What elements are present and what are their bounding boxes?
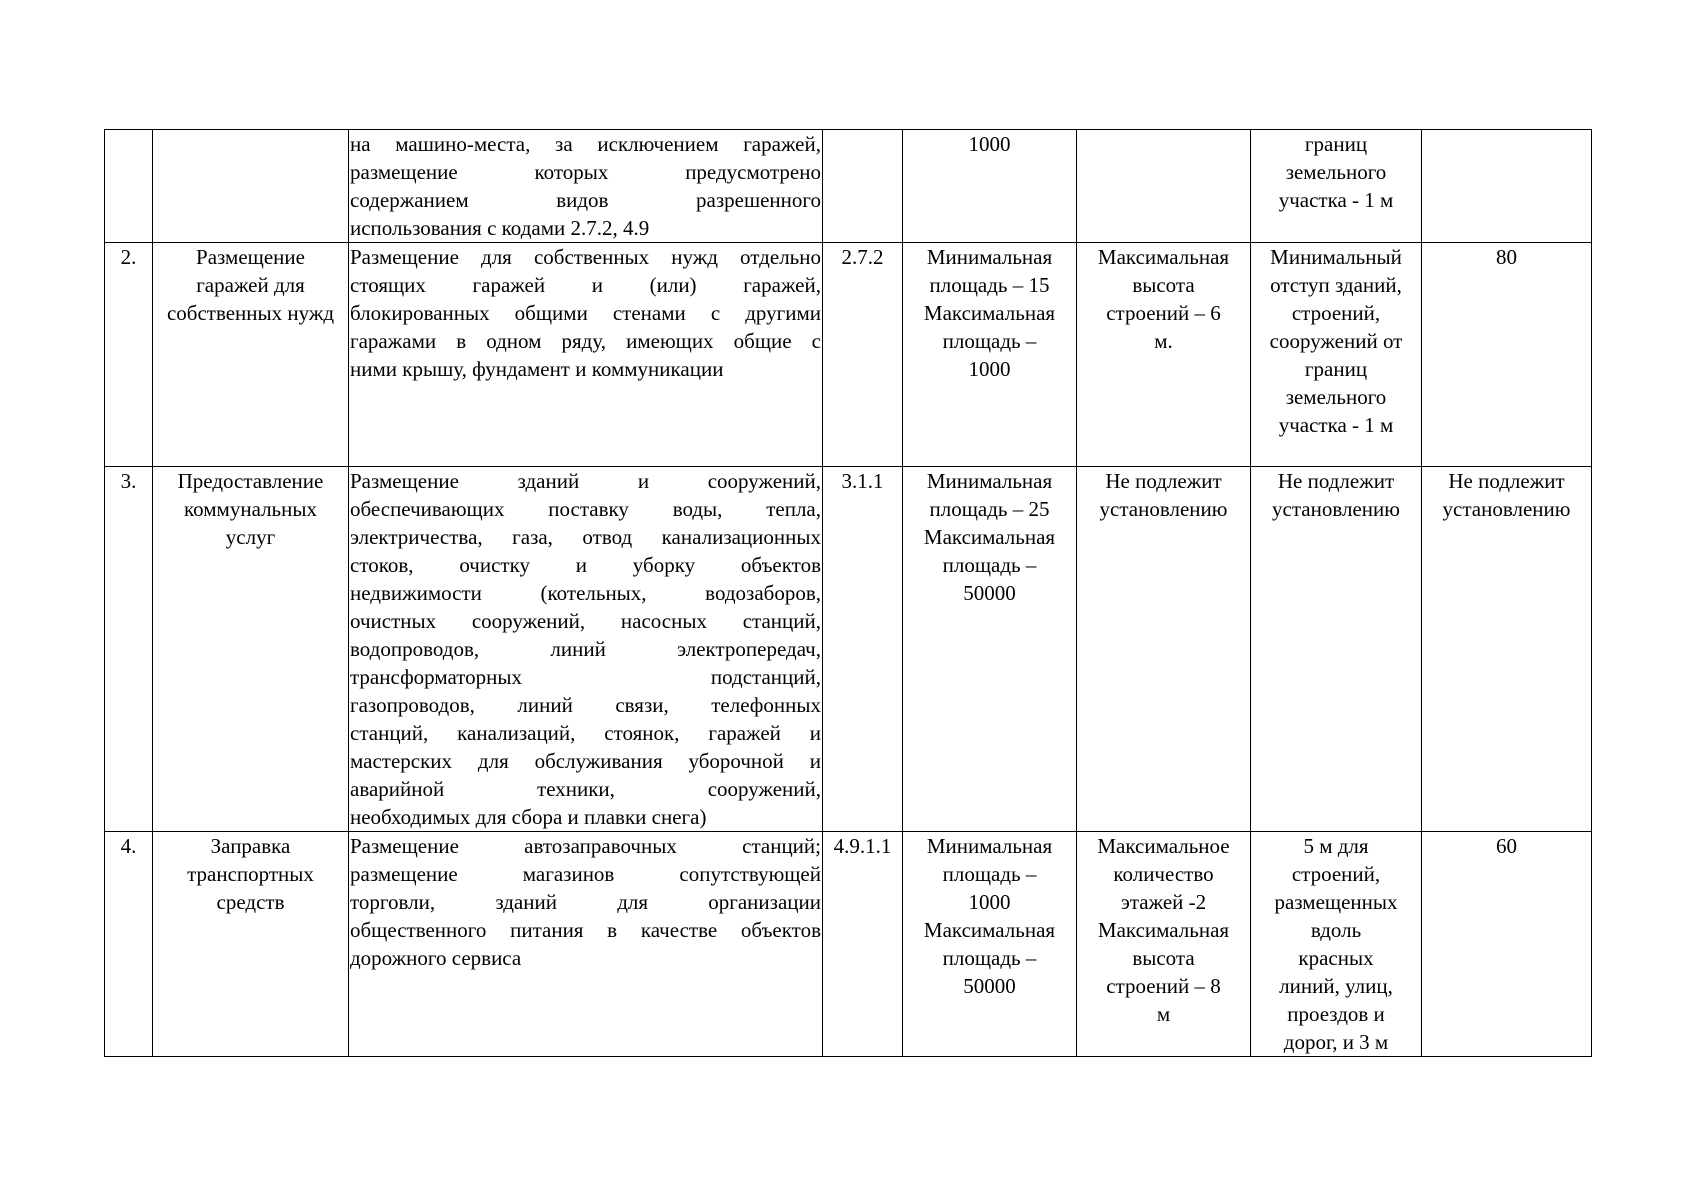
plot-area-cell bbox=[903, 832, 1077, 1057]
permitted-use-description-cell-line: водопроводов, линий электропередач, bbox=[350, 637, 821, 661]
permitted-use-description-cell-line: очистных сооружений, насосных станций, bbox=[350, 609, 821, 633]
plot-area-cell bbox=[903, 243, 1077, 467]
permitted-use-description-cell-line: Размещение зданий и сооружений, bbox=[350, 469, 821, 493]
permitted-use-name-cell-line: услуг bbox=[225, 525, 276, 549]
permitted-use-description-cell-line: дорожного сервиса bbox=[350, 946, 522, 970]
plot-area-cell bbox=[903, 467, 1077, 832]
setback-cell-line: границ bbox=[1304, 132, 1368, 156]
permitted-use-description-cell-line: мастерских для обслуживания уборочной и bbox=[350, 749, 821, 773]
table-row bbox=[105, 243, 1592, 467]
building-height-cell-line: количество bbox=[1113, 862, 1214, 886]
setback-cell bbox=[1251, 243, 1422, 467]
coverage-percent-cell: 60 bbox=[1422, 832, 1592, 1057]
permitted-use-description-cell-line: использования с кодами 2.7.2, 4.9 bbox=[350, 216, 650, 240]
permitted-use-description-cell-line: торговли, зданий для организации bbox=[350, 890, 821, 914]
permitted-use-description-cell-line: общественного питания в качестве объектов bbox=[350, 918, 821, 942]
permitted-use-description-cell-line: содержанием видов разрешенного bbox=[350, 188, 821, 212]
permitted-use-description-cell-line: Размещение автозаправочных станций; bbox=[350, 834, 821, 858]
setback-cell-line: вдоль bbox=[1310, 918, 1362, 942]
row-number-cell: 4. bbox=[105, 832, 153, 1057]
setback-cell-line: линий, улиц, bbox=[1279, 974, 1393, 998]
table-row bbox=[105, 467, 1592, 832]
setback-cell-line: красных bbox=[1298, 946, 1374, 970]
permitted-use-description-cell-line: обеспечивающих поставку воды, тепла, bbox=[350, 497, 821, 521]
plot-area-cell-line: 50000 bbox=[963, 974, 1016, 998]
building-height-cell-line: установлению bbox=[1099, 497, 1228, 521]
coverage-percent-cell: Не подлежит установлению bbox=[1422, 467, 1592, 832]
setback-cell-line: сооружений от bbox=[1269, 329, 1403, 353]
permitted-use-name-cell bbox=[153, 130, 349, 243]
row-number-cell: 3. bbox=[105, 467, 153, 832]
building-height-cell-line: высота bbox=[1132, 946, 1195, 970]
plot-area-cell-line: 1000 bbox=[968, 357, 1011, 381]
use-code-cell: 3.1.1 bbox=[823, 467, 903, 832]
plot-area-cell-line: площадь – 15 bbox=[929, 273, 1050, 297]
permitted-use-description-cell-line: необходимых для сбора и плавки снега) bbox=[350, 805, 707, 829]
permitted-use-description-cell-line: аварийной техники, сооружений, bbox=[350, 777, 821, 801]
plot-area-cell-line: площадь – 25 bbox=[929, 497, 1050, 521]
building-height-cell-line: строений – 8 bbox=[1106, 974, 1221, 998]
row-number-cell bbox=[105, 130, 153, 243]
permitted-use-description-cell-line: станций, канализаций, стоянок, гаражей и bbox=[350, 721, 821, 745]
setback-cell bbox=[1251, 832, 1422, 1057]
plot-area-cell-line: 1000 bbox=[968, 132, 1011, 156]
setback-cell bbox=[1251, 130, 1422, 243]
permitted-use-name-cell-line: средств bbox=[216, 890, 285, 914]
permitted-use-name-cell-line: Заправка bbox=[210, 834, 291, 858]
building-height-cell-line: м bbox=[1156, 1002, 1171, 1026]
plot-area-cell-line: Минимальная bbox=[926, 469, 1053, 493]
plot-area-cell-line: Максимальная bbox=[923, 525, 1056, 549]
permitted-use-description-cell-line: трансформаторных подстанций, bbox=[350, 665, 821, 689]
plot-area-cell-line: Минимальная bbox=[926, 245, 1053, 269]
building-height-cell bbox=[1077, 243, 1251, 467]
plot-area-cell-line: Максимальная bbox=[923, 301, 1056, 325]
permitted-use-name-cell bbox=[153, 467, 349, 832]
building-height-cell-line: строений – 6 bbox=[1106, 301, 1221, 325]
permitted-use-description-cell-line: блокированных общими стенами с другими bbox=[350, 301, 821, 325]
use-code-cell bbox=[823, 130, 903, 243]
setback-cell-line: Не подлежит bbox=[1277, 469, 1395, 493]
plot-area-cell-line: 50000 bbox=[963, 581, 1016, 605]
setback-cell bbox=[1251, 467, 1422, 832]
plot-area-cell-line: площадь – bbox=[942, 946, 1037, 970]
setback-cell-line: строений, bbox=[1291, 862, 1381, 886]
permitted-use-name-cell-line: транспортных bbox=[187, 862, 314, 886]
setback-cell-line: отступ зданий, bbox=[1270, 273, 1402, 297]
coverage-percent-cell: 80 bbox=[1422, 243, 1592, 467]
permitted-use-description-cell-line: стоков, очистку и уборку объектов bbox=[350, 553, 821, 577]
plot-area-cell-line: площадь – bbox=[942, 329, 1037, 353]
permitted-use-description-cell-line: на машино-места, за исключением гаражей, bbox=[350, 132, 821, 156]
permitted-use-name-cell bbox=[153, 243, 349, 467]
permitted-use-name-cell bbox=[153, 832, 349, 1057]
table-row bbox=[105, 832, 1592, 1057]
permitted-use-description-cell bbox=[349, 130, 823, 243]
setback-cell-line: строений, bbox=[1291, 301, 1381, 325]
table-body bbox=[105, 130, 1592, 1057]
permitted-use-description-cell-line: Размещение для собственных нужд отдельно bbox=[350, 245, 821, 269]
permitted-use-description-cell-line: недвижимости (котельных, водозаборов, bbox=[350, 581, 821, 605]
setback-cell-line: участка - 1 м bbox=[1278, 188, 1394, 212]
plot-area-cell-line: Минимальная bbox=[926, 834, 1053, 858]
permitted-use-description-cell-line: стоящих гаражей и (или) гаражей, bbox=[350, 273, 821, 297]
permitted-use-description-cell bbox=[349, 832, 823, 1057]
setback-cell-line: границ bbox=[1304, 357, 1368, 381]
permitted-use-description-cell-line: ними крышу, фундамент и коммуникации bbox=[350, 357, 724, 381]
table-row bbox=[105, 130, 1592, 243]
use-code-cell: 2.7.2 bbox=[823, 243, 903, 467]
permitted-use-name-cell-line: Размещение bbox=[196, 245, 305, 269]
plot-area-cell-line: 1000 bbox=[968, 890, 1011, 914]
document-table bbox=[104, 129, 1592, 1057]
permitted-use-name-cell-line: гаражей для bbox=[196, 273, 305, 297]
building-height-cell-line: Не подлежит bbox=[1105, 469, 1222, 493]
building-height-cell bbox=[1077, 130, 1251, 243]
permitted-use-name-cell-line: Предоставление bbox=[177, 469, 324, 493]
building-height-cell bbox=[1077, 467, 1251, 832]
plot-area-cell-line: площадь – bbox=[942, 862, 1037, 886]
building-height-cell-line: Максимальное bbox=[1097, 834, 1230, 858]
setback-cell-line: земельного bbox=[1285, 385, 1387, 409]
permitted-use-name-cell-line: коммунальных bbox=[184, 497, 317, 521]
permitted-use-description-cell-line: электричества, газа, отвод канализационных bbox=[350, 525, 821, 549]
setback-cell-line: размещенных bbox=[1274, 890, 1398, 914]
plot-area-cell bbox=[903, 130, 1077, 243]
setback-cell-line: участка - 1 м bbox=[1278, 413, 1394, 437]
setback-cell-line: установлению bbox=[1272, 497, 1400, 521]
plot-area-cell-line: площадь – bbox=[942, 553, 1037, 577]
building-height-cell-line: м. bbox=[1154, 329, 1173, 353]
building-height-cell-line: высота bbox=[1132, 273, 1195, 297]
plot-area-cell-line: Максимальная bbox=[923, 918, 1056, 942]
row-number-cell: 2. bbox=[105, 243, 153, 467]
setback-cell-line: проездов и bbox=[1287, 1002, 1385, 1026]
permitted-use-name-cell-line: собственных нужд bbox=[166, 301, 335, 325]
permitted-use-description-cell-line: гаражами в одном ряду, имеющих общие с bbox=[350, 329, 821, 353]
setback-cell-line: 5 м для bbox=[1303, 834, 1369, 858]
coverage-percent-cell bbox=[1422, 130, 1592, 243]
building-height-cell bbox=[1077, 832, 1251, 1057]
permitted-use-description-cell bbox=[349, 467, 823, 832]
setback-cell-line: земельного bbox=[1285, 160, 1387, 184]
use-code-cell: 4.9.1.1 bbox=[823, 832, 903, 1057]
permitted-use-description-cell bbox=[349, 243, 823, 467]
building-height-cell-line: Максимальная bbox=[1097, 918, 1230, 942]
setback-cell-line: Минимальный bbox=[1270, 245, 1402, 269]
permitted-use-description-cell-line: газопроводов, линий связи, телефонных bbox=[350, 693, 821, 717]
setback-cell-line: дорог, и 3 м bbox=[1283, 1030, 1389, 1054]
permitted-use-description-cell-line: размещение которых предусмотрено bbox=[350, 160, 821, 184]
permitted-use-description-cell-line: размещение магазинов сопутствующей bbox=[350, 862, 821, 886]
building-height-cell-line: Максимальная bbox=[1097, 245, 1230, 269]
building-height-cell-line: этажей -2 bbox=[1120, 890, 1207, 914]
